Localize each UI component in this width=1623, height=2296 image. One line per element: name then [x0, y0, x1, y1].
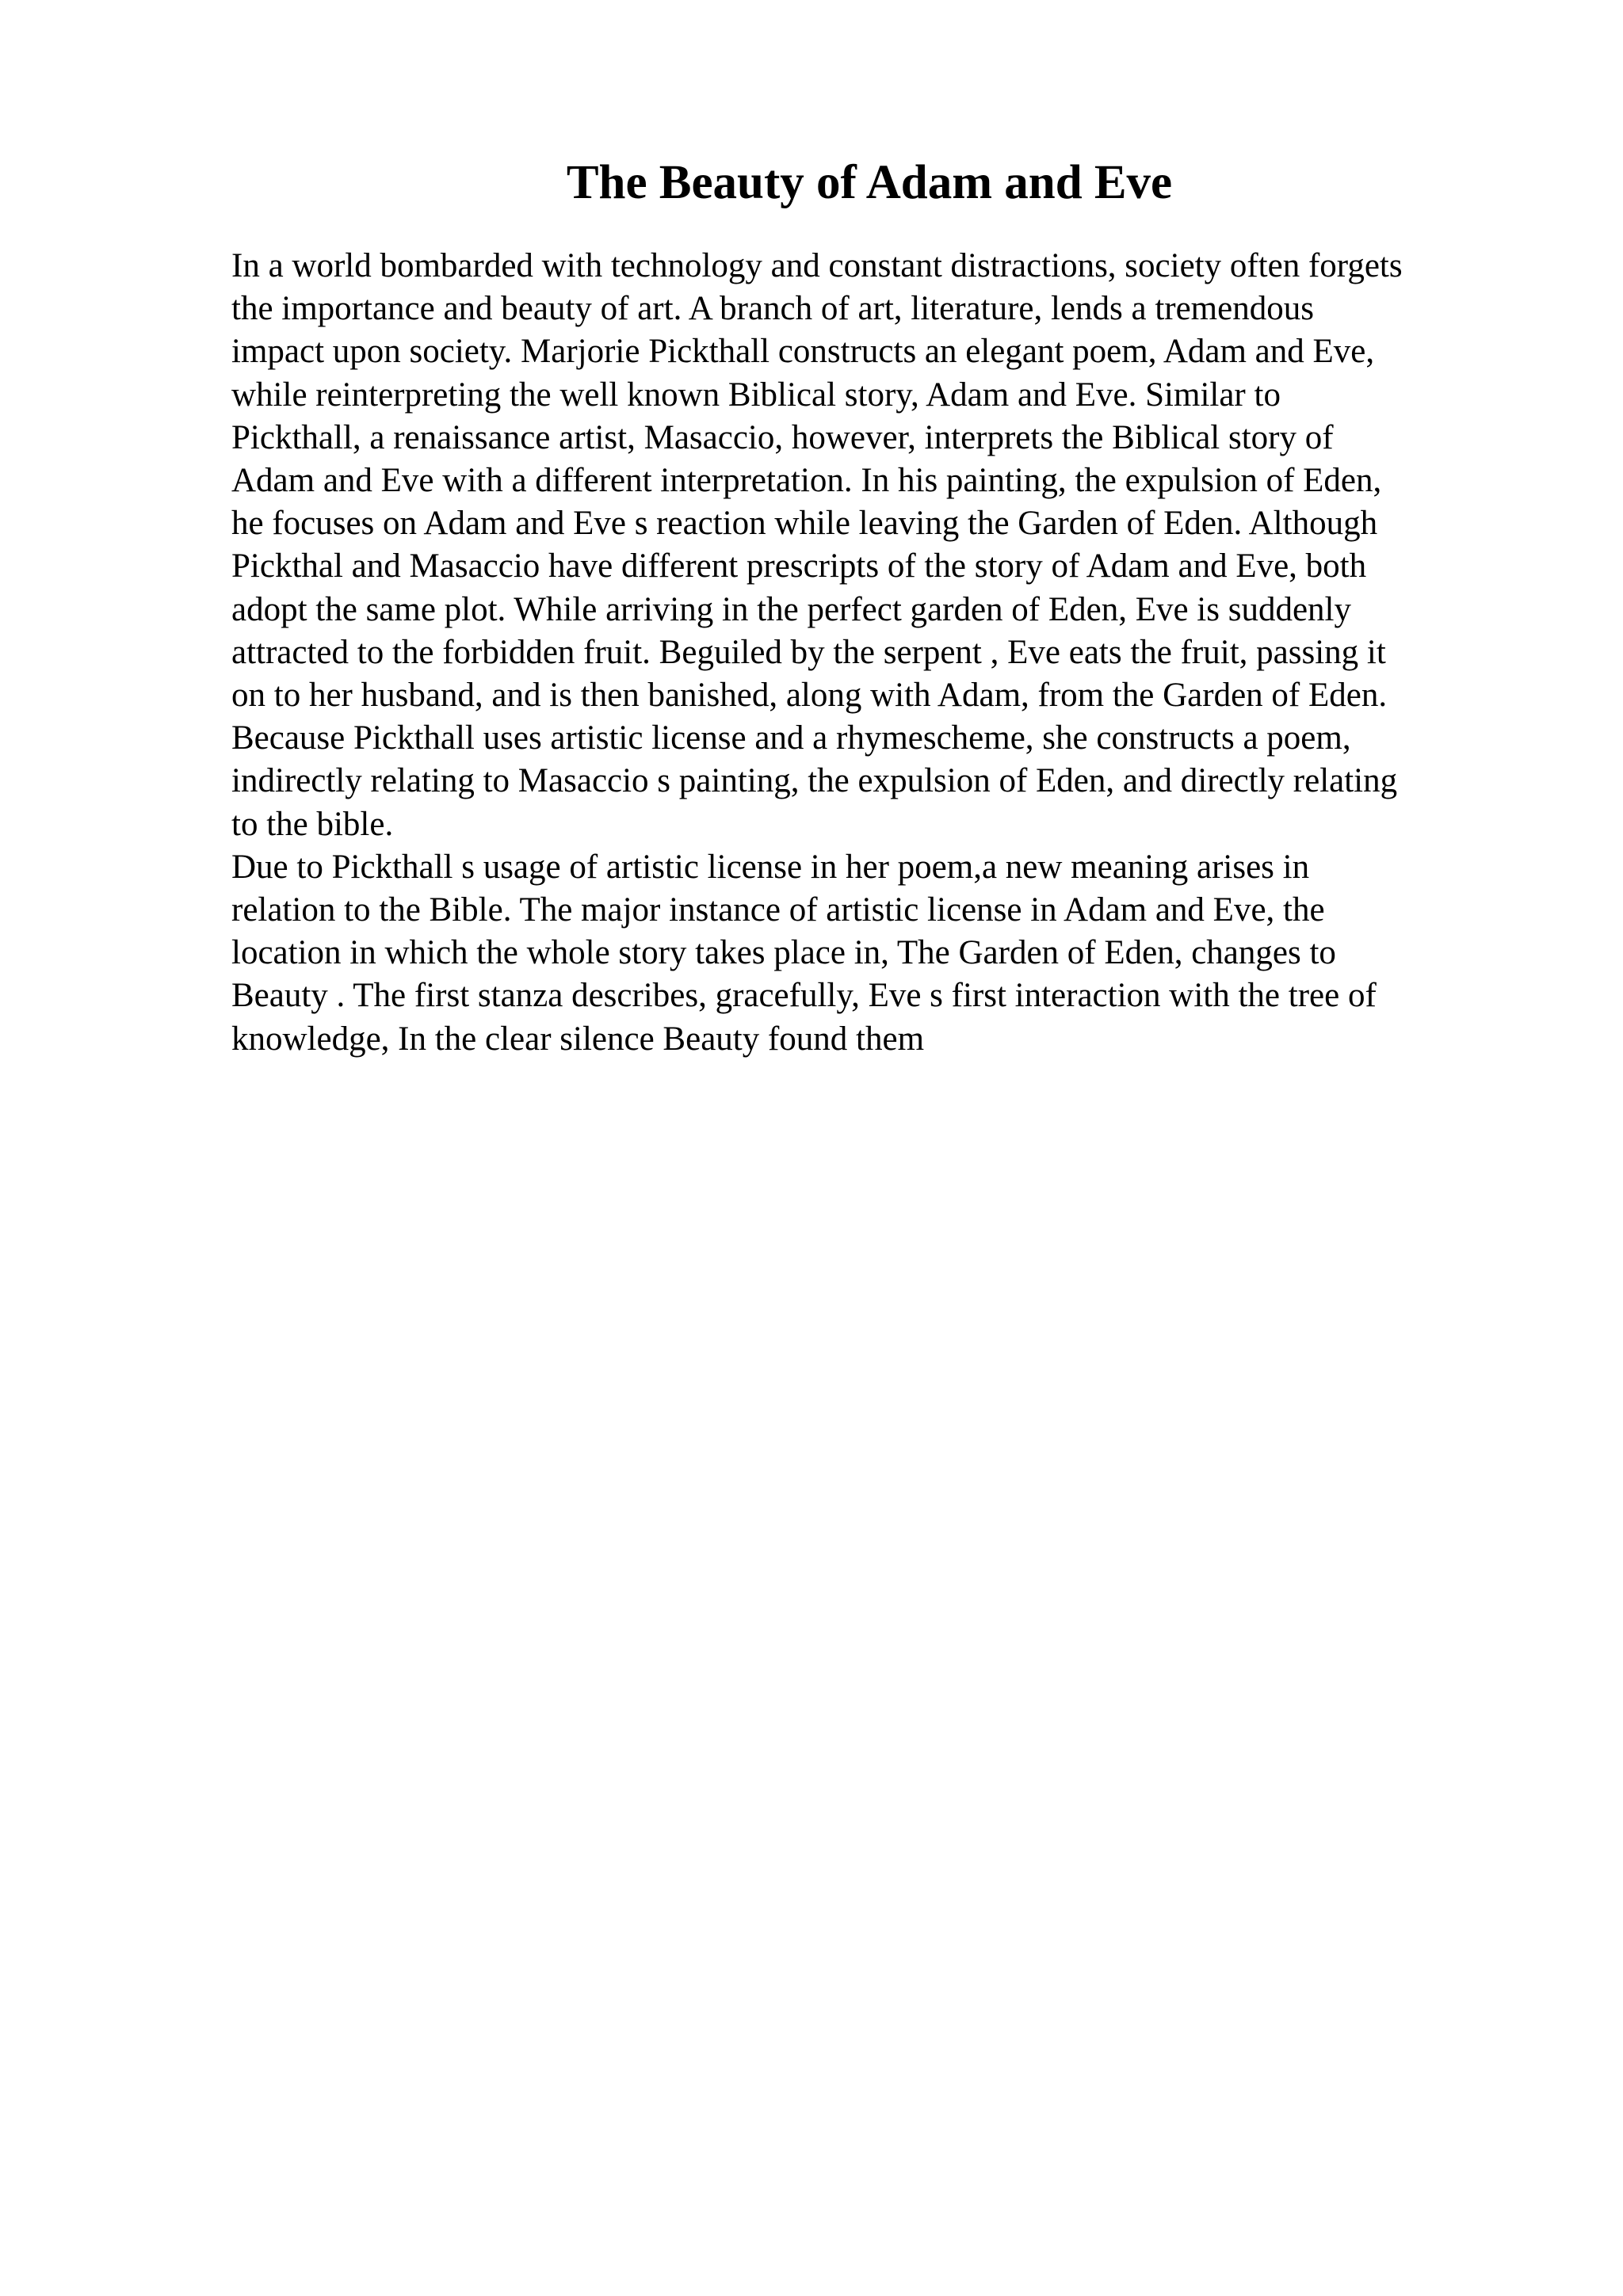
text-line: Pickthal and Masaccio have different prescripts of the story of Adam and Eve, both: [231, 547, 1367, 585]
text-line: knowledge, In the clear silence Beauty found them: [231, 1020, 925, 1058]
document-body: [231, 245, 1594, 1061]
document-title: The Beauty of Adam and Eve: [566, 156, 1173, 209]
text-line: Adam and Eve with a different interpretation. In his painting, the expulsion of Eden,: [231, 462, 1382, 500]
text-line: adopt the same plot. While arriving in the perfect garden of Eden, Eve is suddenly: [231, 590, 1351, 628]
text-line: Pickthall, a renaissance artist, Masaccio, however, interprets the Biblical story of: [231, 418, 1334, 456]
text-line: Due to Pickthall s usage of artistic license in her poem,a new meaning arises in: [231, 848, 1310, 886]
text-line: indirectly relating to Masaccio s painting, the expulsion of Eden, and directly relating: [231, 762, 1398, 800]
text-line: to the bible.: [231, 805, 394, 843]
text-line: In a world bombarded with technology and constant distractions, society often forgets: [231, 247, 1403, 284]
text-line: Because Pickthall uses artistic license and a rhymescheme, she constructs a poem,: [231, 719, 1351, 757]
text-line: Beauty . The first stanza describes, gracefully, Eve s first interaction with the tree of: [231, 977, 1377, 1015]
text-line: location in which the whole story takes place in, The Garden of Eden, changes to: [231, 934, 1336, 972]
text-line: relation to the Bible. The major instance of artistic license in Adam and Eve, the: [231, 891, 1325, 929]
text-line: the importance and beauty of art. A branch of art, literature, lends a tremendous: [231, 290, 1314, 328]
text-line: impact upon society. Marjorie Pickthall constructs an elegant poem, Adam and Eve,: [231, 333, 1375, 371]
text-line: attracted to the forbidden fruit. Beguiled by the serpent , Eve eats the fruit, passing it: [231, 633, 1386, 671]
text-line: on to her husband, and is then banished, along with Adam, from the Garden of Eden.: [231, 677, 1388, 715]
text-line: while reinterpreting the well known Biblical story, Adam and Eve. Similar to: [231, 376, 1281, 414]
text-line: he focuses on Adam and Eve s reaction while leaving the Garden of Eden. Although: [231, 505, 1378, 543]
